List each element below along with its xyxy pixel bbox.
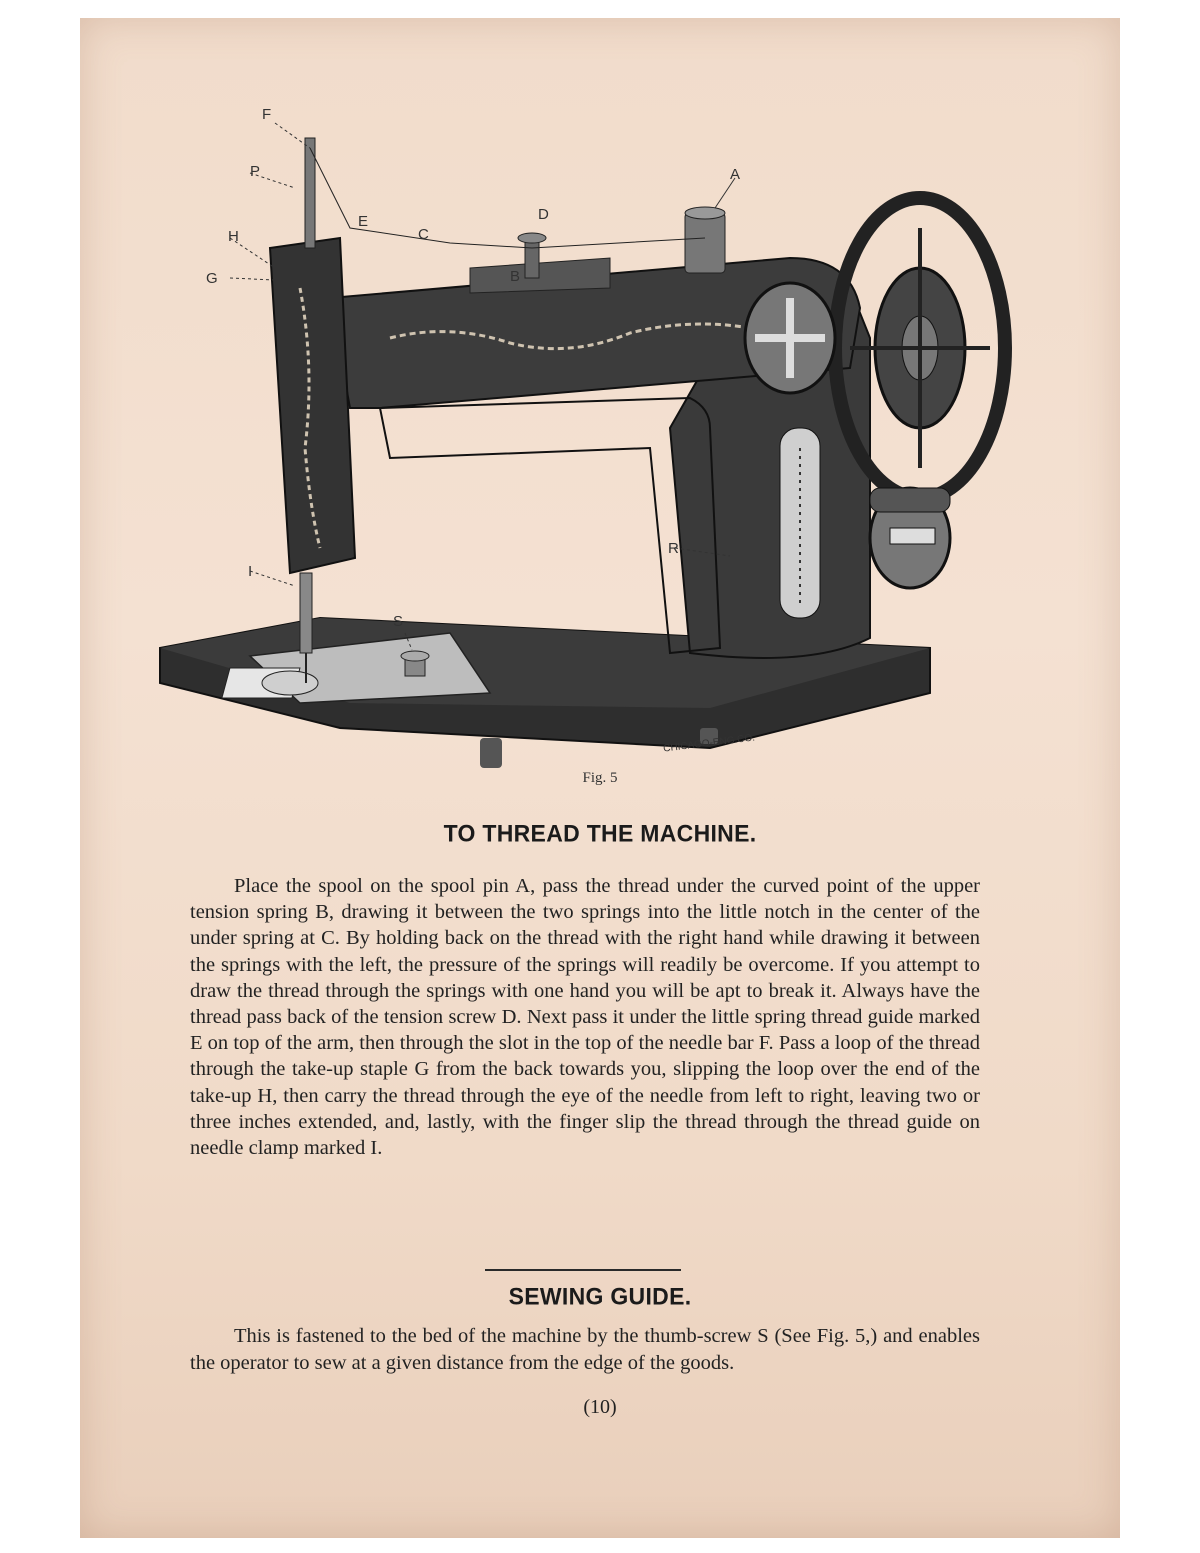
label-e: E bbox=[358, 213, 369, 230]
label-i: I bbox=[248, 563, 253, 580]
label-p: P bbox=[250, 163, 261, 180]
sewing-guide-text: This is fastened to the bed of the machine by the thumb-screw S (See Fig. 5,) and enables the operator to sew at a given distance from the edge of the goods. bbox=[190, 1325, 980, 1374]
engraver-credit: CHICAGO-ENG.CO. bbox=[662, 732, 756, 755]
sewing-machine-figure bbox=[150, 108, 1030, 788]
section-heading-sewing-guide: SEWING GUIDE. bbox=[508, 1282, 692, 1310]
label-g: G bbox=[206, 270, 218, 287]
label-s: S bbox=[393, 613, 404, 630]
section-heading-threading: TO THREAD THE MACHINE. bbox=[443, 819, 757, 847]
section-divider bbox=[485, 1269, 681, 1271]
document-page bbox=[80, 18, 1120, 1538]
threading-instructions: Place the spool on the spool pin A, pass the thread under the curved point of the upper tension spring B, drawing it between the two springs into the little notch in the center of the under spring at C. By holding back on the thread with the right hand while drawing it between the springs with the left, the pressure of the springs will readily be overcome. If you attempt to draw the thread through the springs with one hand you will be apt to break it. Always have the thread pass back of the tension screw D. Next pass it under the little spring thread guide marked E on top of the arm, then through the slot in the top of the needle bar F. Pass a loop of the thread through the take-up staple G from the back towards you, slipping the loop over the end of the take-up H, then carry the thread through the eye of the needle from left to right, leaving two or three inches extended, and, lastly, with the finger slip the thread through the thread guide on needle clamp marked I. bbox=[190, 875, 980, 1160]
sewing-machine-illustration bbox=[150, 108, 1030, 788]
label-a: A bbox=[730, 166, 741, 183]
label-b: B bbox=[510, 268, 521, 285]
label-f: F bbox=[262, 106, 272, 123]
figure-caption: Fig. 5 bbox=[582, 770, 618, 786]
label-r: R bbox=[668, 540, 679, 557]
label-c: C bbox=[418, 226, 429, 243]
label-h: H bbox=[228, 228, 239, 245]
page-number: (10) bbox=[583, 1396, 617, 1418]
label-d: D bbox=[538, 206, 549, 223]
